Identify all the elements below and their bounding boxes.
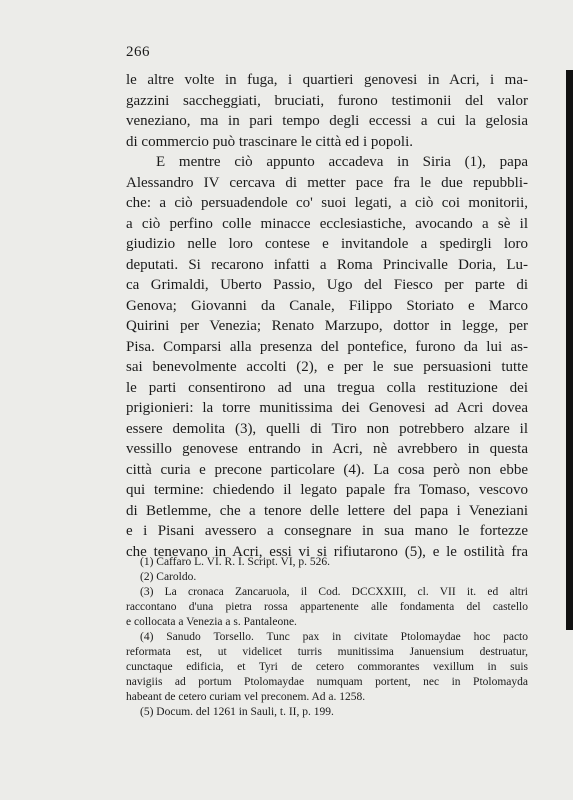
body-line: E mentre ciò appunto accadeva in Siria (1), papa bbox=[156, 154, 528, 170]
footnote-line: (2) Caroldo. bbox=[140, 571, 197, 583]
body-line: Alessandro IV cercava di metter pace fra le due repubbli- bbox=[126, 174, 528, 191]
body-line: gazzini saccheggiati, bruciati, furono testimonii del valor bbox=[126, 92, 528, 109]
body-line: essere demolita (3), quelli di Tiro non potrebbero alzare il bbox=[126, 420, 528, 437]
footnote-line: habeant de cetero curiam vel preconem. Ad a. 1258. bbox=[126, 691, 366, 703]
body-line: deputati. Si recarono infatti a Roma Princivalle Doria, Lu- bbox=[126, 256, 528, 273]
body-line: vessillo genovese entrando in Acri, nè avrebbero in questa bbox=[126, 441, 528, 457]
footnote-line: (3) La cronaca Zancaruola, il Cod. DCCXXIII, cl. VII it. ed altri bbox=[140, 586, 528, 598]
footnote-line: navigiis ad portum Ptolomaydae numquam portent, nec in Ptolomayda bbox=[126, 676, 528, 688]
body-line: città curia e precone particolare (4). La cosa però non ebbe bbox=[126, 461, 528, 478]
body-line: giudizio nelle loro contese e invitandole a spedirgli loro bbox=[126, 236, 528, 252]
footnote-line: raccontano d'una pietra rossa appartenente alle fondamenta del castello bbox=[126, 601, 528, 613]
footnote-line: (1) Caffaro L. VI. R. I. Script. VI, p. 526. bbox=[140, 556, 331, 568]
body-line: e i Pisani avessero a consegnare in sua mano le fortezze bbox=[126, 523, 528, 539]
footnote-line: (5) Docum. del 1261 in Sauli, t. II, p. 199. bbox=[140, 706, 334, 718]
body-line: di commercio può trascinare le città ed i popoli. bbox=[126, 133, 413, 150]
body-line: le altre volte in fuga, i quartieri genovesi in Acri, i ma- bbox=[126, 72, 528, 88]
body-line: sai benevolmente accolti (2), e per le sue persuasioni tutte bbox=[126, 359, 528, 375]
body-line: di Betlemme, che a tenore delle lettere del papa i Veneziani bbox=[126, 502, 528, 519]
footnote-line: reformata est, ut videlicet turris munitissima Januensium destruatur, bbox=[126, 646, 528, 658]
body-line: Pisa. Comparsi alla presenza del pontefice, furono da lui as- bbox=[126, 338, 528, 355]
footnotes bbox=[126, 555, 528, 720]
body-line: Genova; Giovanni da Canale, Filippo Storiato e Marco bbox=[126, 297, 528, 314]
body-line: che: a ciò persuadendole co' suoi legati, a ciò coi monitorii, bbox=[126, 195, 528, 211]
body-line: veneziano, ma in pari tempo degli eccessi a cui la gelosia bbox=[126, 113, 528, 129]
body-line: a ciò perfino colle minacce ecclesiastiche, avocando a sè il bbox=[126, 215, 528, 232]
scan-edge-shadow bbox=[566, 70, 573, 630]
body-line: prigionieri: la torre munitissima dei Genovesi ad Acri dovea bbox=[126, 400, 528, 416]
body-line: ca Grimaldi, Uberto Passio, Ugo del Fiesco per parte di bbox=[126, 277, 528, 293]
footnote-line: e collocata a Venezia a s. Pantaleone. bbox=[126, 616, 297, 628]
footnote-line: cunctaque edificia, et Tyri de cetero commorantes vexillum in suis bbox=[126, 661, 528, 673]
body-text bbox=[126, 70, 528, 562]
body-line: qui termine: chiedendo il legato papale fra Tomaso, vescovo bbox=[126, 482, 528, 498]
body-line: Quirini per Venezia; Renato Marzupo, dottor in legge, per bbox=[126, 318, 528, 334]
body-line: le parti consentirono ad una tregua colla restituzione dei bbox=[126, 379, 528, 396]
footnote-line: (4) Sanudo Torsello. Tunc pax in civitate Ptolomaydae hoc pacto bbox=[140, 631, 528, 643]
body-line: che tenevano in Acri, essi vi si rifiutarono (5), e le ostilità fra bbox=[126, 543, 528, 560]
page-number: 266 bbox=[126, 44, 150, 60]
